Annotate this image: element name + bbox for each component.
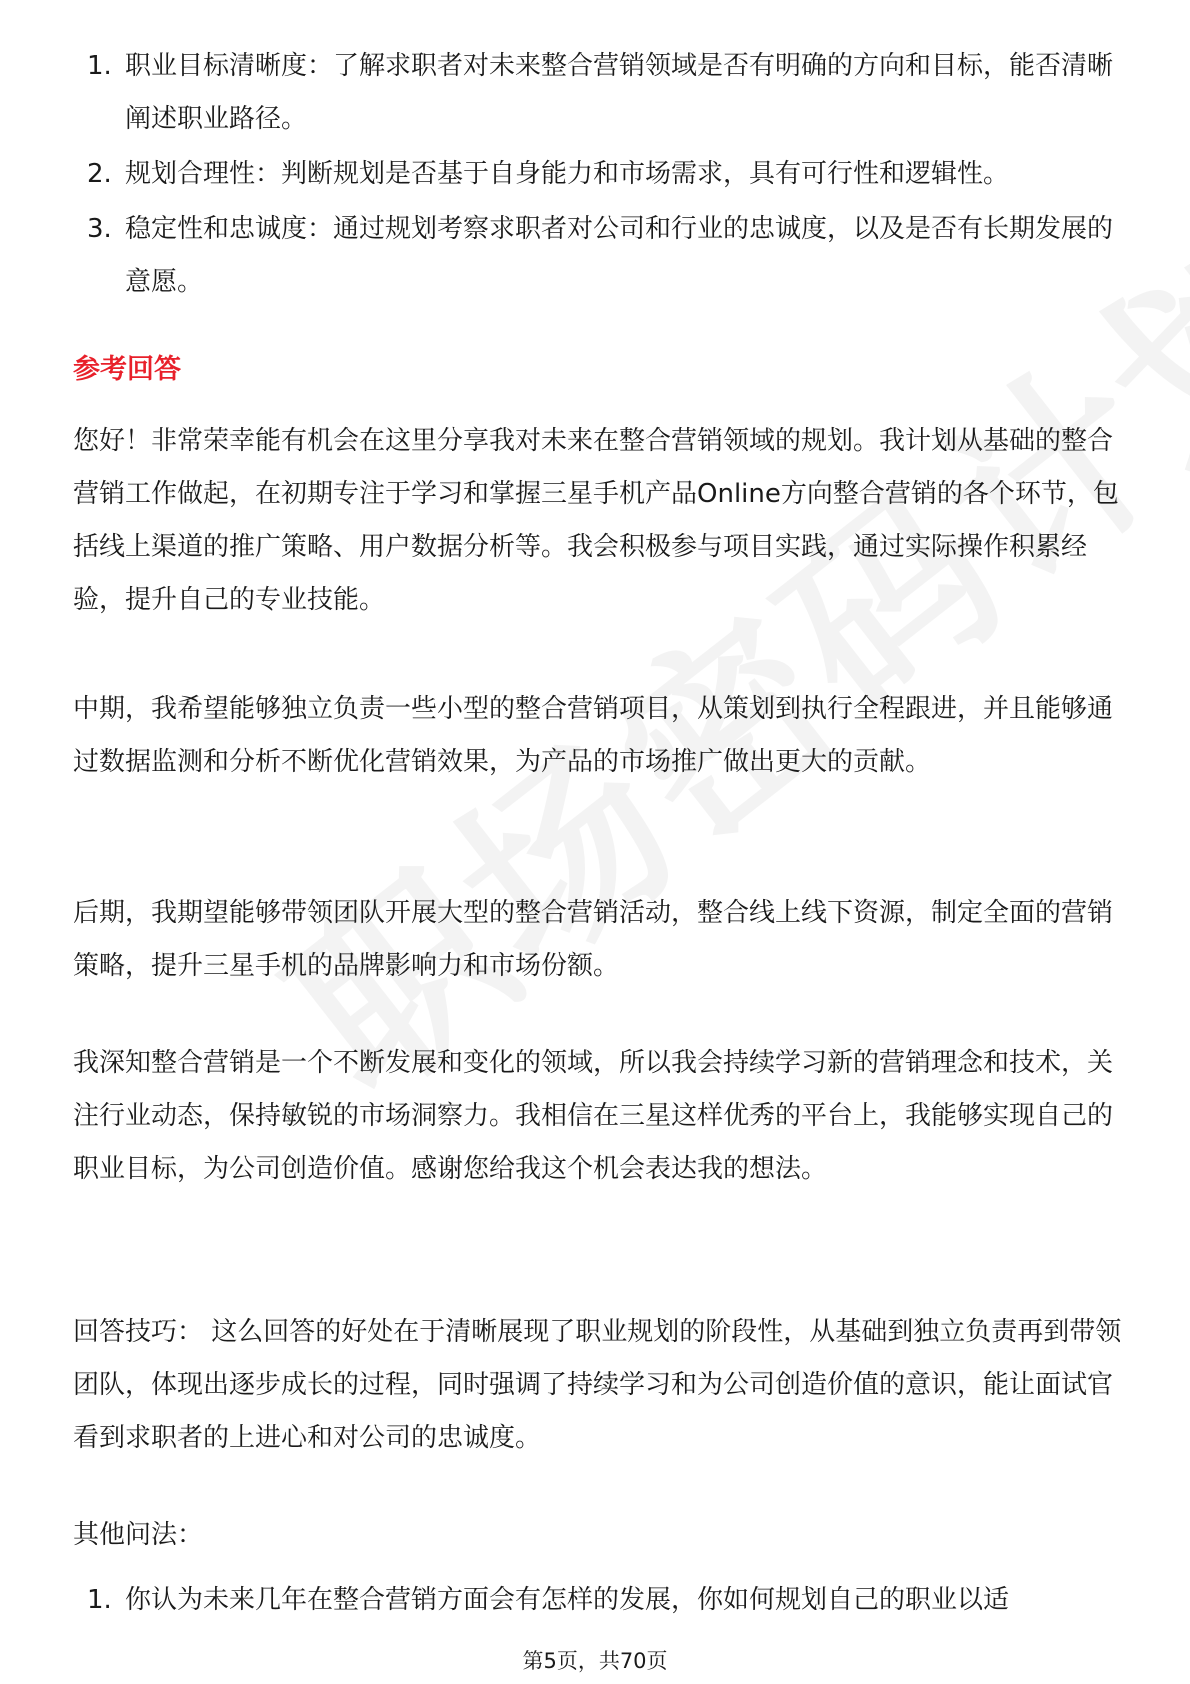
answer-paragraph: 您好！非常荣幸能有机会在这里分享我对未来在整合营销领域的规划。我计划从基础的整合营销工作做起，在初期专注于学习和掌握三星手机产品Online方向整合营销的各个环节，包括线上渠道的推广策略、用户数据分析等。我会积极参与项目实践，通过实际操作积累经验，提升自己的专业技能。 bbox=[73, 426, 1119, 615]
answer-paragraph: 后期，我期望能够带领团队开展大型的整合营销活动，整合线上线下资源，制定全面的营销策略，提升三星手机的品牌影响力和市场份额。 bbox=[73, 898, 1114, 981]
list-number: 1. bbox=[87, 51, 112, 81]
list-item bbox=[87, 203, 1130, 309]
answer-paragraph: 中期，我希望能够独立负责一些小型的整合营销项目，从策划到执行全程跟进，并且能够通过数据监测和分析不断优化营销效果，为产品的市场推广做出更大的贡献。 bbox=[73, 694, 1114, 777]
list-item bbox=[87, 40, 1130, 146]
answer-tips-paragraph: 回答技巧： 这么回答的好处在于清晰展现了职业规划的阶段性，从基础到独立负责再到带领团队，体现出逐步成长的过程，同时强调了持续学习和为公司创造价值的意识，能让面试官看到求职者的上进心和对公司的忠诚度。 bbox=[73, 1317, 1122, 1453]
page-footer: 第5页，共70页 bbox=[522, 1649, 668, 1673]
answer-heading: 参考回答 bbox=[73, 354, 181, 385]
list-item bbox=[87, 1574, 1130, 1627]
list-text: 稳定性和忠诚度：通过规划考察求职者对公司和行业的忠诚度，以及是否有长期发展的意愿。 bbox=[125, 214, 1114, 297]
other-questions-label: 其他问法： bbox=[73, 1520, 204, 1550]
evaluation-points-list bbox=[87, 40, 1130, 309]
list-text: 规划合理性：判断规划是否基于自身能力和市场需求，具有可行性和逻辑性。 bbox=[125, 159, 1010, 189]
list-number: 1. bbox=[87, 1585, 112, 1615]
list-text: 职业目标清晰度：了解求职者对未来整合营销领域是否有明确的方向和目标，能否清晰阐述职业路径。 bbox=[125, 51, 1114, 134]
list-item bbox=[87, 148, 1130, 201]
answer-paragraph: 我深知整合营销是一个不断发展和变化的领域，所以我会持续学习新的营销理念和技术，关注行业动态，保持敏锐的市场洞察力。我相信在三星这样优秀的平台上，我能够实现自己的职业目标，为公司创造价值。感谢您给我这个机会表达我的想法。 bbox=[73, 1048, 1114, 1184]
list-number: 2. bbox=[87, 159, 112, 189]
list-text: 你认为未来几年在整合营销方面会有怎样的发展，你如何规划自己的职业以适 bbox=[125, 1585, 1010, 1615]
list-number: 3. bbox=[87, 214, 112, 244]
other-questions-list bbox=[87, 1574, 1130, 1627]
